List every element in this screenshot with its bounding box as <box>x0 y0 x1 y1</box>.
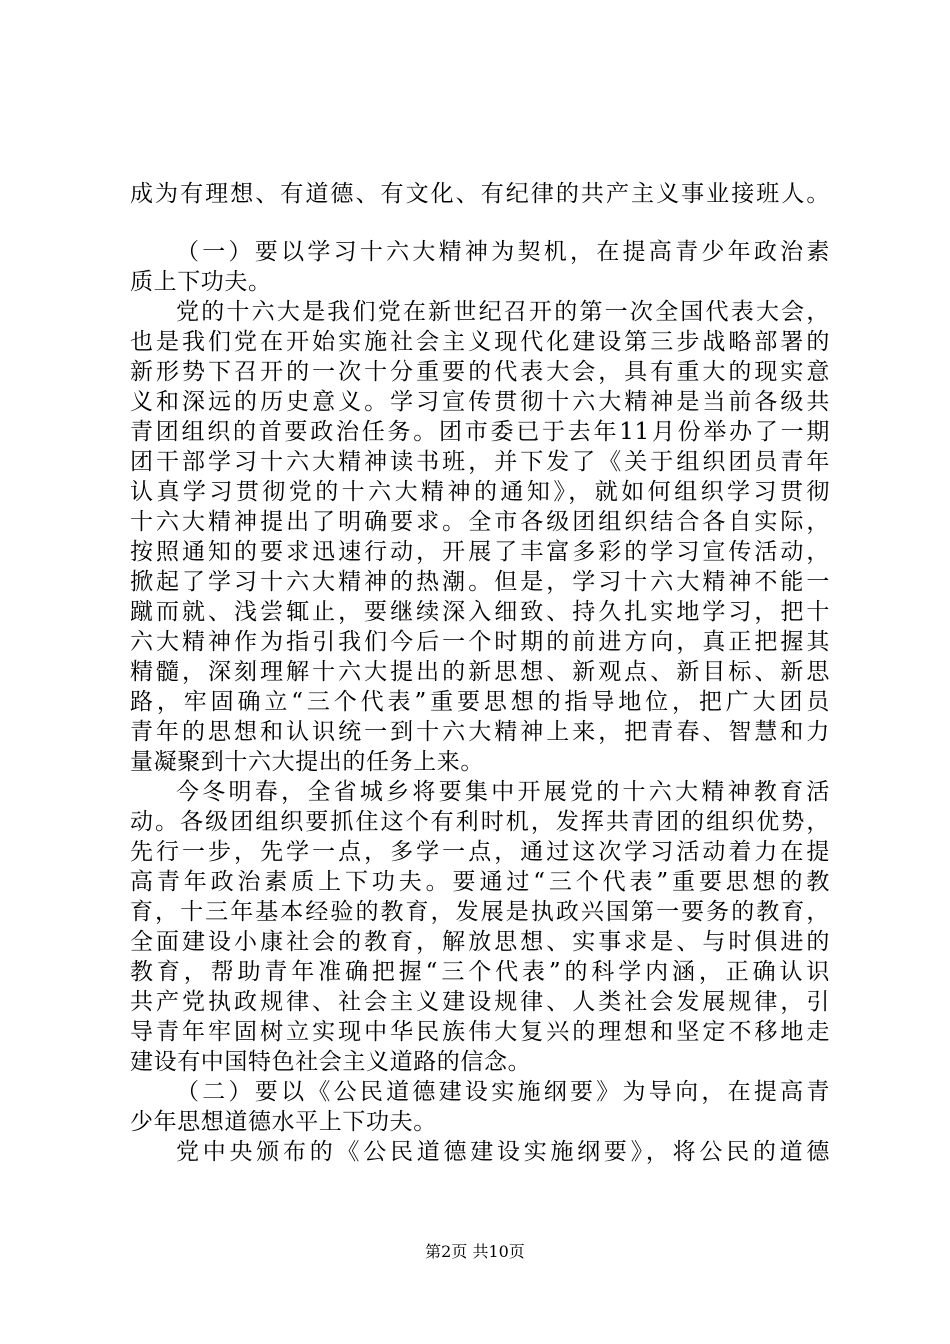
text-line: 新形势下召开的一次十分重要的代表大会，具有重大的现实意 <box>130 359 830 385</box>
text-line: 党中央颁布的《公民道德建设实施纲要》，将公民的道德 <box>176 1139 830 1165</box>
text-line: 共产党执政规律、社会主义建设规律、人类社会发展规律，引 <box>130 989 830 1015</box>
text-line: 也是我们党在开始实施社会主义现代化建设第三步战略部署的 <box>130 329 830 355</box>
text-line: 义和深远的历史意义。学习宣传贯彻十六大精神是当前各级共 <box>130 389 830 415</box>
section-heading-line: 少年思想道德水平上下功夫。 <box>130 1109 437 1135</box>
text-line: 教育，帮助青年准确把握“三个代表”的科学内涵，正确认识 <box>130 959 830 985</box>
text-line: 按照通知的要求迅速行动，开展了丰富多彩的学习宣传活动， <box>130 539 830 565</box>
text-line: 团干部学习十六大精神读书班，并下发了《关于组织团员青年 <box>130 449 830 475</box>
text-line: 蹴而就、浅尝辄止，要继续深入细致、持久扎实地学习，把十 <box>130 599 830 625</box>
text-line: 掀起了学习十六大精神的热潮。但是，学习十六大精神不能一 <box>130 569 830 595</box>
text-line: 精髓，深刻理解十六大提出的新思想、新观点、新目标、新思 <box>130 659 830 685</box>
text-line: 动。各级团组织要抓住这个有利时机，发挥共青团的组织优势， <box>130 809 830 835</box>
section-heading-line: （一）要以学习十六大精神为契机，在提高青少年政治素 <box>176 239 830 265</box>
section-heading-line: （二）要以《公民道德建设实施纲要》为导向，在提高青 <box>176 1079 830 1105</box>
text-line: 党的十六大是我们党在新世纪召开的第一次全国代表大会， <box>176 299 830 325</box>
page-number: 第2页 共10页 <box>425 1242 525 1261</box>
text-line: 六大精神作为指引我们今后一个时期的前进方向，真正把握其 <box>130 629 830 655</box>
text-line: 全面建设小康社会的教育，解放思想、实事求是、与时俱进的 <box>130 929 830 955</box>
text-line: 育，十三年基本经验的教育，发展是执政兴国第一要务的教育， <box>130 899 830 925</box>
text-line: 青团组织的首要政治任务。团市委已于去年11月份举办了一期 <box>130 419 830 445</box>
text-line: 高青年政治素质上下功夫。要通过“三个代表”重要思想的教 <box>130 869 830 895</box>
text-line: 成为有理想、有道德、有文化、有纪律的共产主义事业接班人。 <box>130 181 830 207</box>
text-line: 路，牢固确立“三个代表”重要思想的指导地位，把广大团员 <box>130 689 830 715</box>
text-line: 今冬明春，全省城乡将要集中开展党的十六大精神教育活 <box>176 779 830 805</box>
text-line: 先行一步，先学一点，多学一点，通过这次学习活动着力在提 <box>130 839 830 865</box>
text-line: 建设有中国特色社会主义道路的信念。 <box>130 1049 532 1075</box>
text-line: 量凝聚到十六大提出的任务上来。 <box>130 749 484 775</box>
text-line: 导青年牢固树立实现中华民族伟大复兴的理想和坚定不移地走 <box>130 1019 830 1045</box>
text-line: 十六大精神提出了明确要求。全市各级团组织结合各自实际， <box>130 509 830 535</box>
section-heading-line: 质上下功夫。 <box>130 269 272 295</box>
text-line: 认真学习贯彻党的十六大精神的通知》，就如何组织学习贯彻 <box>130 479 830 505</box>
text-line: 青年的思想和认识统一到十六大精神上来，把青春、智慧和力 <box>130 719 830 745</box>
